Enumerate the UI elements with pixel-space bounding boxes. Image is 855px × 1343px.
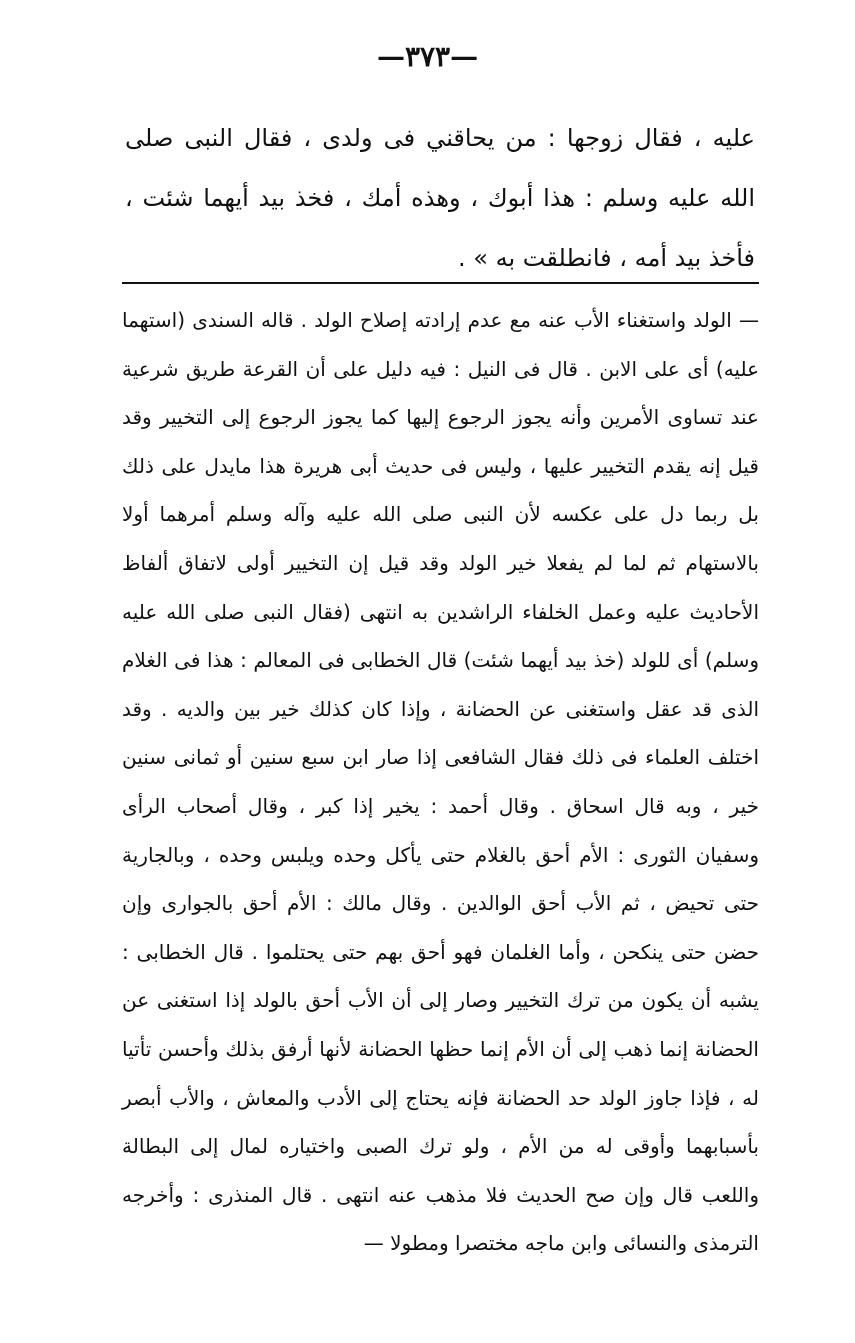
hadith-paragraph: عليه ، فقال زوجها : من يحاقني فى ولدى ، فقال النبى صلى الله عليه وسلم : هذا أبوك ، وهذه أمك ، فخذ بيد أيهما شئت ، فأخذ بيد أمه ، فانطلقت به » . [125, 124, 755, 272]
hadith-text [125, 108, 755, 288]
commentary-paragraph: — الولد واستغناء الأب عنه مع عدم إرادته إصلاح الولد . قاله السندى (استهما عليه) أى على الابن . قال فى النيل : فيه دليل على أن القرعة طريق شرعية عند تساوى الأمرين وأنه يجوز الرجوع إليها كما يجوز الرجوع إلى التخيير وقد قيل إنه يقدم التخيير عليها ، وليس فى حديث أبى هريرة هذا مايدل على ذلك بل ربما دل على عكسه لأن النبى صلى الله عليه وآله وسلم أمرهما أولا بالاستهام ثم لما لم يفعلا خير الولد وقد قيل إن التخيير أولى لاتفاق ألفاظ الأحاديث عليه وعمل الخلفاء الراشدين به انتهى (فقال النبى صلى الله عليه وسلم) أى للولد (خذ بيد أيهما شئت) قال الخطابى فى المعالم : هذا فى الغلام الذى قد عقل واستغنى عن الحضانة ، وإذا كان كذلك خير بين والديه . وقد اختلف العلماء فى ذلك فقال الشافعى إذا صار ابن سبع سنين أو ثمانى سنين خير ، وبه قال اسحاق . وقال أحمد : يخير إذا كبر ، وقال أصحاب الرأى وسفيان الثورى : الأم أحق بالغلام حتى يأكل وحده ويلبس وحده ، وبالجارية حتى تحيض ، ثم الأب أحق الوالدين . وقال مالك : الأم أحق بالجوارى وإن حضن حتى ينكحن ، وأما الغلمان فهو أحق بهم حتى يحتلموا . قال الخطابى : يشبه أن يكون من ترك التخيير وصار إلى أن الأب أحق بالولد إذا استغنى عن الحضانة إنما ذهب إلى أن الأم إنما حظها الحضانة لأنها أرفق بذلك وأحسن تأتيا له ، فإذا جاوز الولد حد الحضانة فإنه يحتاج إلى الأدب والمعاش ، والأب أبصر بأسبابهما وأوقى له من الأم ، ولو ترك الصبى واختياره لمال إلى البطالة واللعب قال وإن صح الحديث فلا مذهب عنه انتهى . قال المنذرى : وأخرجه الترمذى والنسائى وابن ماجه مختصرا ومطولا — [122, 308, 759, 1256]
page-number: —٣٧٣— [376, 40, 479, 73]
commentary-text [122, 296, 759, 1268]
footnote-divider [122, 282, 759, 284]
